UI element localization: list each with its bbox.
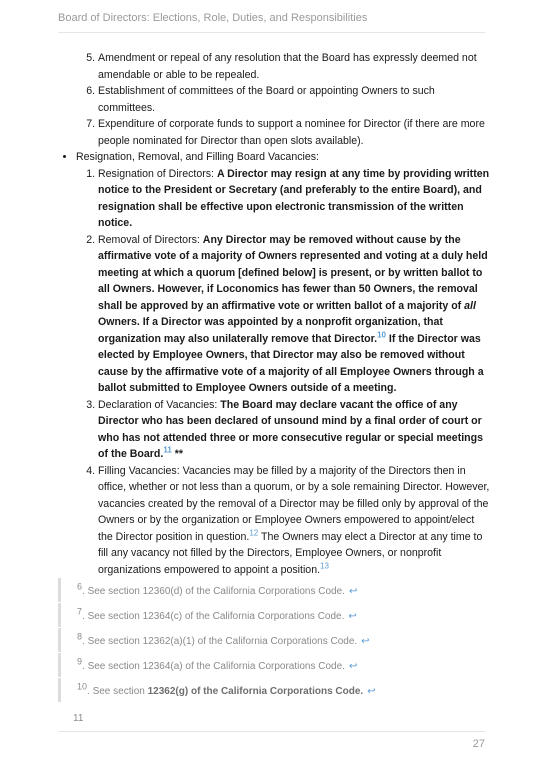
footer-divider	[58, 731, 485, 732]
item-text-bold: Owners. If a Director was appointed by a nonprofit organization, that organization may also unilaterally remove that Director.	[98, 316, 443, 345]
footnotes	[58, 578, 485, 703]
item-text: Filling Vacancies: Vacancies may be filled by a majority of the Directors then in office, whether or not less than a quorum, or by a sole remaining Director. However, vacancies created by the removal of a Director may be filled only by approval of the Owners or by the organization or Employee Owners empowered to appoint/elect the Director position in question.	[98, 464, 490, 543]
footnote-ref[interactable]: 10	[377, 329, 386, 339]
return-arrow-icon[interactable]: ↩	[348, 611, 357, 622]
footnote-number: 7	[77, 606, 83, 617]
footnote-number: 6	[77, 581, 83, 592]
footnote	[58, 578, 485, 602]
vacancy-provisions-list	[76, 166, 491, 579]
item-label: Removal of Directors:	[98, 233, 203, 246]
item-text-bold: If the Director was elected by Employee Owners, that Director may also be removed without cause by the affirmative vote of a majority of all Employee Owners through a ballot submitted to Employee Owners outside of a meeting.	[98, 332, 484, 394]
footnote-ref[interactable]: 12	[249, 527, 259, 537]
section-bullet	[76, 149, 491, 578]
emphasis-all: all	[464, 299, 476, 312]
list-item: 6. Establishment of committees of the Board or appointing Owners to such committees.	[98, 83, 491, 116]
footnote-text: . See section	[87, 686, 148, 697]
footnote	[58, 678, 485, 702]
section-title: Resignation, Removal, and Filling Board Vacancies:	[76, 151, 319, 163]
footnote-ref[interactable]: 11	[163, 445, 172, 455]
item-suffix: **	[171, 448, 183, 460]
footnote-text: . See section 12362(a)(1) of the California Corporations Code.	[82, 636, 358, 647]
footnote	[58, 603, 485, 627]
item-text-bold: The Board may declare vacant the office of any Director who has been declared of unsound mind by a final order of court or who has not attended three or more consecutive regular or special meetings of the Board.	[98, 398, 484, 460]
footnote-text: . See section 12364(c) of the California Corporations Code.	[82, 611, 345, 622]
continued-numbered-list	[58, 50, 491, 149]
list-item-declaration	[98, 397, 491, 463]
running-header: Board of Directors: Elections, Role, Duties, and Responsibilities	[58, 12, 368, 24]
item-label: Declaration of Vacancies:	[98, 398, 221, 411]
item-text-bold: A Director may resign at any time by providing written notice to the President or Secretary (and preferably to the entire Board), and resignation shall be effective upon electronic transmission of the written notice.	[98, 167, 490, 229]
footnote-text-bold: 12362(g) of the California Corporations Code.	[147, 686, 364, 697]
return-arrow-icon[interactable]: ↩	[361, 636, 370, 647]
footnote	[58, 628, 485, 652]
footnote-number: 9	[77, 656, 83, 667]
item-text-bold: Any Director may be removed without cause by the affirmative vote of a majority of Owners represented and voting at a duly held meeting at which a quorum [defined below] is present, or by written ballot to all Owners. However, if Loconomics has fewer than 50 Owners, the removal shall be approved by an affirmative vote or written ballot of a majority of	[98, 233, 488, 312]
footnote-text: . See section 12364(a) of the California Corporations Code.	[82, 661, 345, 672]
footnote-number: 10	[77, 681, 88, 692]
item-text: The Owners may elect a Director at any time to fill any vacancy not filled by the Directors, Employee Owners, or nonprofit organizations empowered to appoint a position.	[98, 530, 483, 576]
list-item: 7. Expenditure of corporate funds to support a nominee for Director (if there are more people nominated for Director than open slots available).	[98, 116, 491, 149]
return-arrow-icon[interactable]: ↩	[367, 686, 376, 697]
list-item-filling	[98, 463, 491, 579]
header-divider	[58, 32, 485, 33]
list-item-resignation	[98, 166, 491, 232]
footnote-number: 8	[77, 631, 83, 642]
section-bullet-list	[58, 149, 491, 578]
return-arrow-icon[interactable]: ↩	[348, 586, 358, 597]
list-item: 5. Amendment or repeal of any resolution that the Board has expressly deemed not amendable or able to be repealed.	[98, 50, 491, 83]
footnote-text: . See section 12360(d) of the California Corporations Code.	[82, 586, 345, 597]
return-arrow-icon[interactable]: ↩	[348, 661, 358, 672]
document-body	[58, 50, 491, 578]
list-item-removal	[98, 232, 491, 397]
footnote-ref[interactable]: 13	[320, 560, 329, 570]
footnote-number: 11	[73, 713, 84, 724]
footnote	[58, 653, 485, 677]
item-label: Resignation of Directors:	[98, 167, 217, 180]
page-number: 27	[472, 738, 485, 750]
